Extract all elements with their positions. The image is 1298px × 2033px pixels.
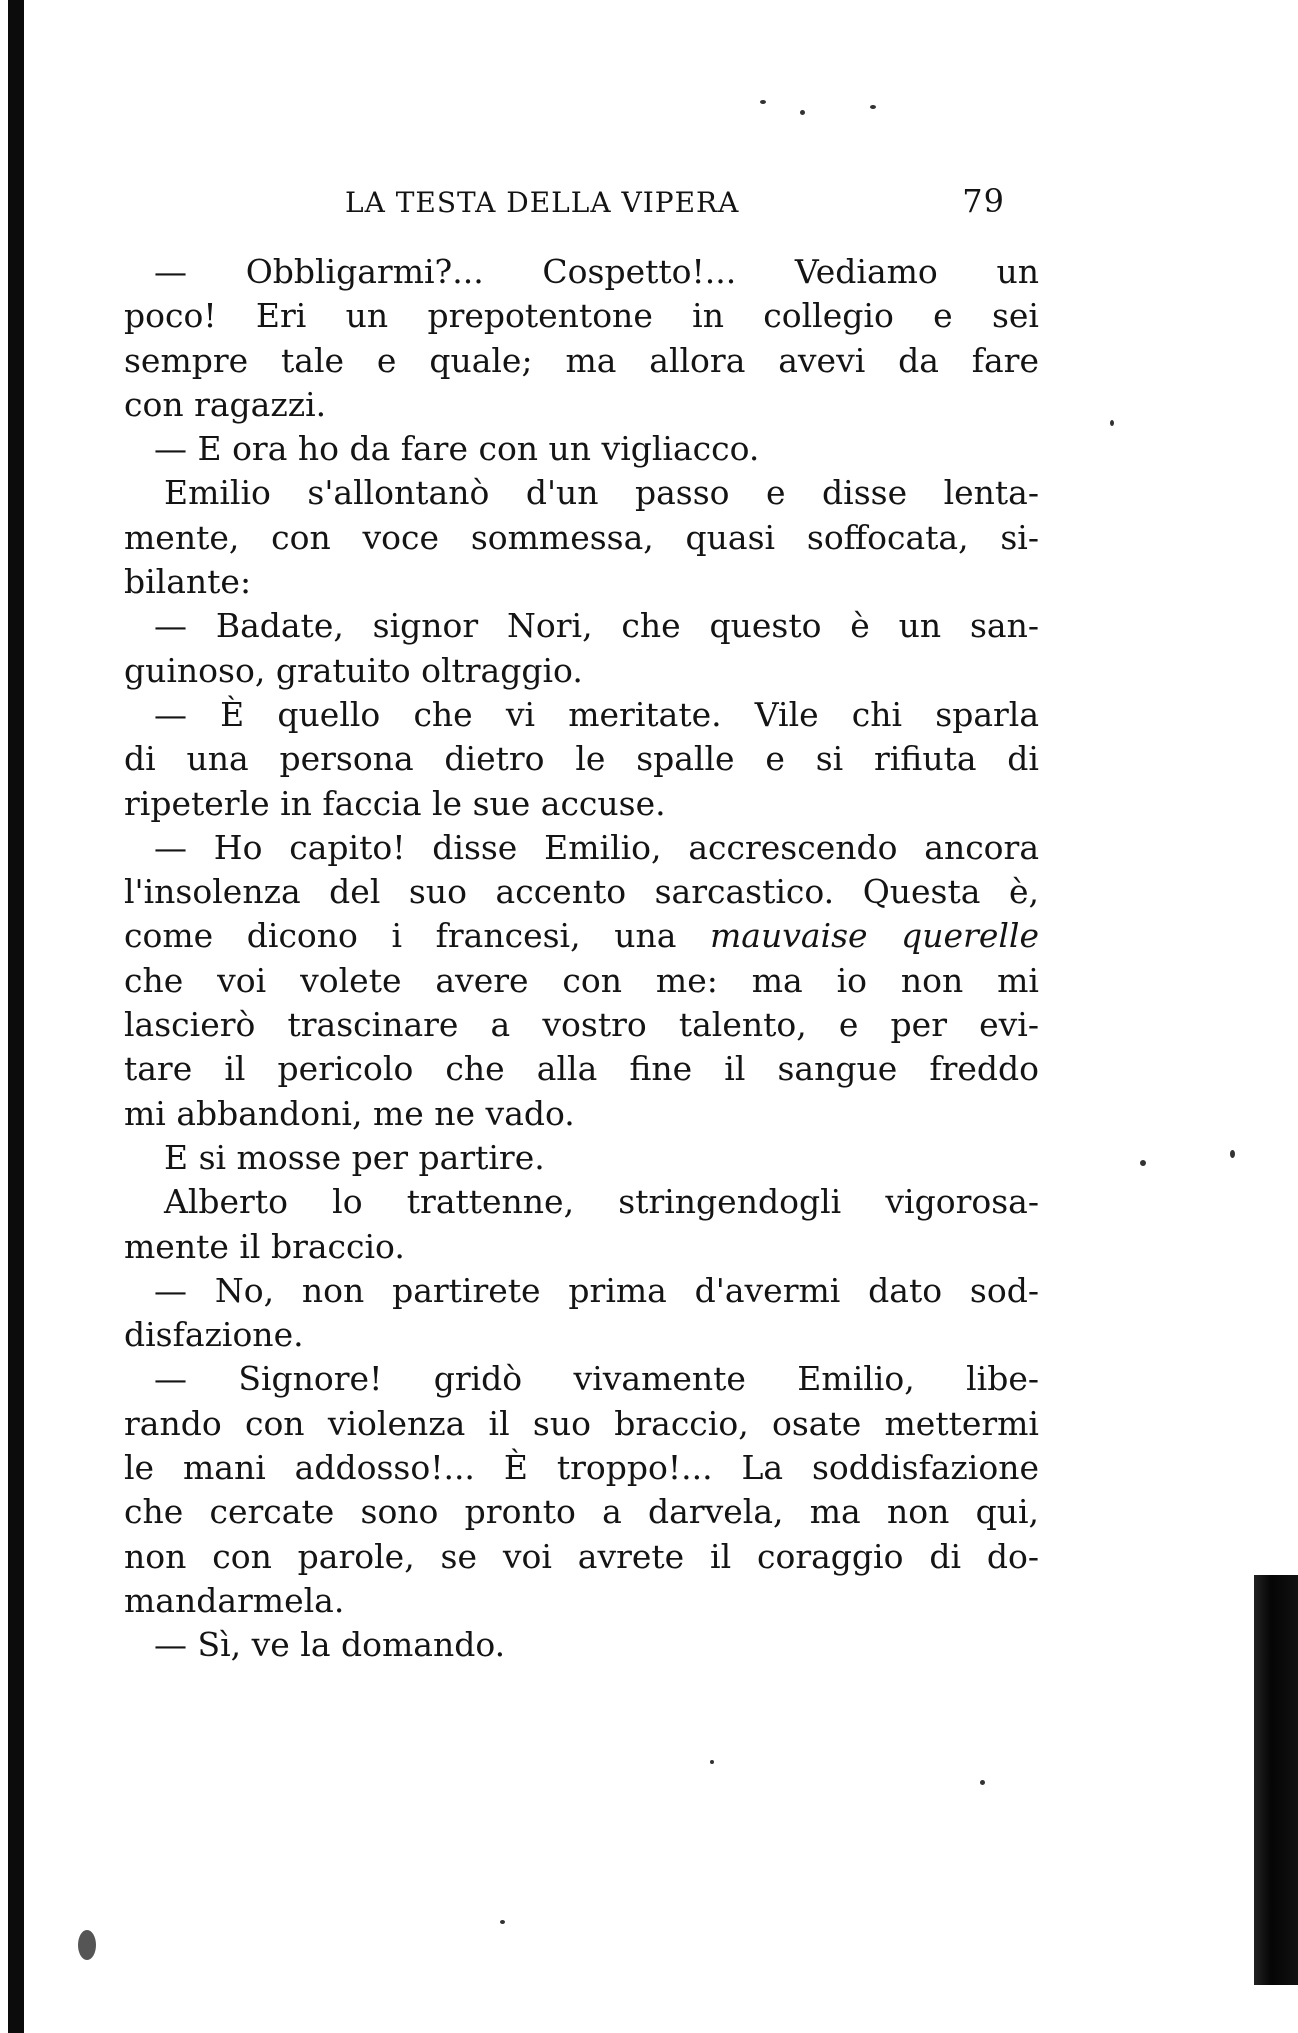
text-line: sempre tale e quale; ma allora avevi da fare (124, 340, 1039, 380)
text-line: — È quello che vi meritate. Vile chi sparla (154, 694, 1039, 734)
text-line: di una persona dietro le spalle e si rifiuta di (124, 739, 1039, 779)
text-line: tare il pericolo che alla fine il sangue freddo (124, 1049, 1039, 1089)
text-line: — E ora ho da fare con un vigliacco. (154, 429, 760, 469)
text-line: mandarmela. (124, 1580, 345, 1620)
scan-speck (1230, 1150, 1235, 1158)
text-line (124, 914, 1039, 958)
text-line: poco! Eri un prepotentone in collegio e sei (124, 296, 1039, 336)
text-line: lascierò trascinare a vostro talento, e per evi- (124, 1005, 1039, 1045)
text-line: con ragazzi. (124, 384, 327, 424)
text-line: — No, non partirete prima d'avermi dato sod- (154, 1270, 1039, 1310)
italic-phrase: mauvaise querelle (709, 916, 1039, 956)
text-line: guinoso, gratuito oltraggio. (124, 650, 583, 690)
text-line: — Badate, signor Nori, che questo è un san- (154, 606, 1039, 646)
scan-speck (710, 1760, 714, 1764)
text-line: l'insolenza del suo accento sarcastico. Questa è, (124, 872, 1039, 912)
running-head (345, 182, 1005, 232)
text-line: che cercate sono pronto a darvela, ma non qui, (124, 1492, 1039, 1532)
page-number: 79 (962, 182, 1005, 220)
scan-speck (980, 1780, 985, 1785)
scan-speck (500, 1920, 505, 1924)
text-line: che voi volete avere con me: ma io non mi (124, 960, 1039, 1000)
text-line: E si mosse per partire. (164, 1137, 545, 1177)
text-line: rando con violenza il suo braccio, osate mettermi (124, 1403, 1039, 1443)
scan-shadow-left (8, 0, 24, 2033)
scan-speck (760, 100, 766, 104)
body-text (124, 250, 1039, 1668)
scan-speck (800, 110, 805, 115)
text-line: non con parole, se voi avrete il coraggio di do- (124, 1536, 1039, 1576)
scan-speck (870, 105, 876, 109)
running-title: LA TESTA DELLA VIPERA (345, 186, 740, 219)
text-line: — Sì, ve la domando. (154, 1625, 506, 1665)
scan-speck (78, 1930, 96, 1960)
scan-speck (1140, 1160, 1146, 1166)
scan-speck (1110, 420, 1114, 426)
text-line: mente, con voce sommessa, quasi soffocata, si- (124, 517, 1039, 557)
scan-shadow-right (1254, 1575, 1298, 1985)
text-line: — Signore! gridò vivamente Emilio, libe- (154, 1359, 1039, 1399)
text-line: le mani addosso!... È troppo!... La soddisfazione (124, 1448, 1039, 1488)
text-line: bilante: (124, 562, 252, 602)
text-line: Alberto lo trattenne, stringendogli vigorosa- (164, 1182, 1039, 1222)
text-line: mi abbandoni, me ne vado. (124, 1093, 575, 1133)
text-line: — Obbligarmi?... Cospetto!... Vediamo un (154, 252, 1039, 291)
text-line: Emilio s'allontanò d'un passo e disse lenta- (164, 473, 1039, 513)
text-line: disfazione. (124, 1315, 304, 1355)
text-line: ripeterle in faccia le sue accuse. (124, 783, 666, 823)
text-line: — Ho capito! disse Emilio, accrescendo ancora (154, 827, 1039, 867)
text-line: mente il braccio. (124, 1226, 405, 1266)
text-segment: come dicono i francesi, una (124, 916, 677, 956)
